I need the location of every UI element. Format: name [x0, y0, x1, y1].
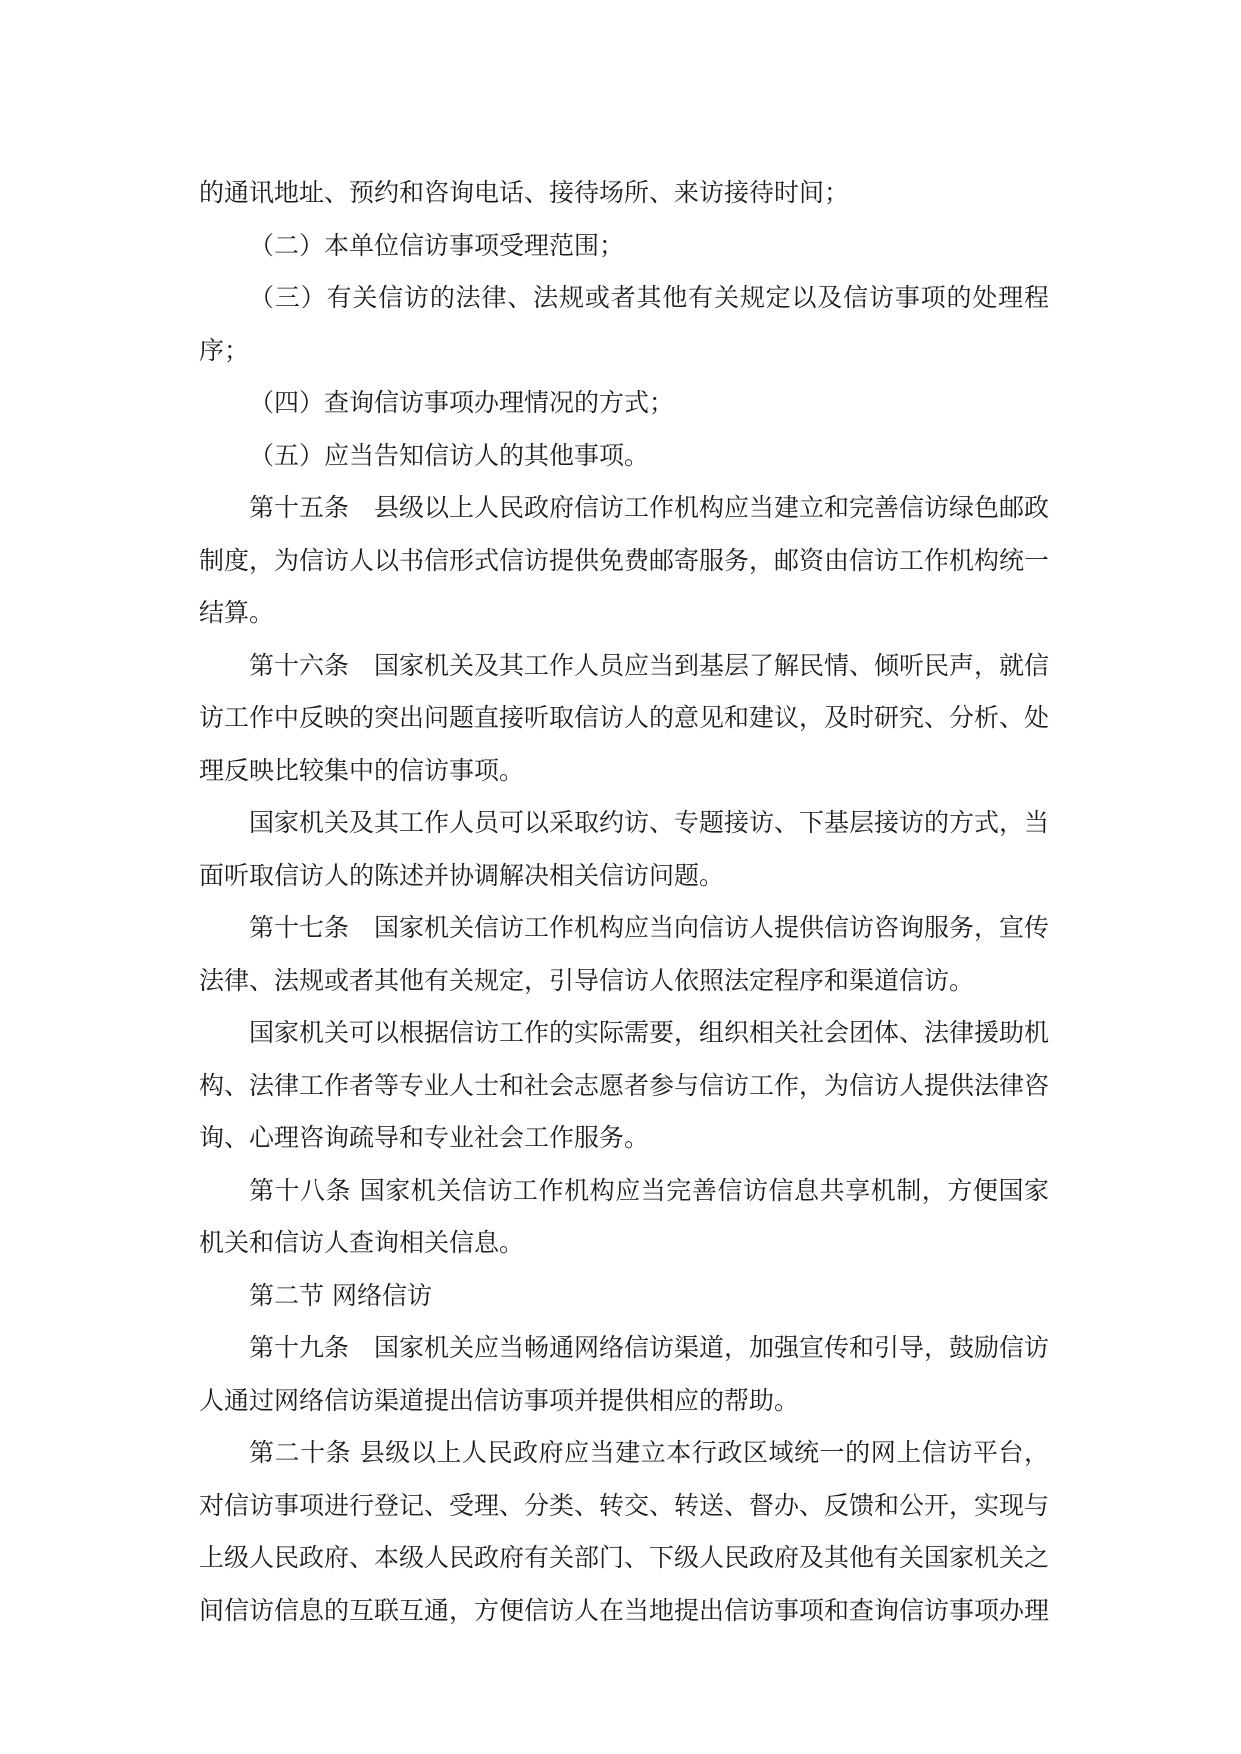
article-16-paragraph-2: 国家机关及其工作人员可以采取约访、专题接访、下基层接访的方式，当面听取信访人的陈述并协调解决相关信访问题。	[199, 808, 1050, 890]
section-heading: 第二节 网络信访	[249, 1280, 432, 1310]
article-18-paragraph: 第十八条 国家机关信访工作机构应当完善信访信息共享机制，方便国家机关和信访人查询相关信息。	[199, 1175, 1049, 1257]
article-20-paragraph: 第二十条 县级以上人民政府应当建立本行政区域统一的网上信访平台，对信访事项进行登记、受理、分类、转交、转送、督办、反馈和公开，实现与上级人民政府、本级人民政府有关部门、下级人民政府及其他有关国家机关之间信访信息的互联互通，方便信访人在当地提出信访事项和查询信访事项办理	[199, 1438, 1050, 1625]
paragraph: （二）本单位信访事项受理范围；	[249, 230, 625, 260]
paragraph: （四）查询信访事项办理情况的方式；	[249, 388, 675, 417]
article-17-paragraph: 第十七条 国家机关信访工作机构应当向信访人提供信访咨询服务，宣传法律、法规或者其他有关规定，引导信访人依照法定程序和渠道信访。	[199, 913, 1050, 995]
paragraph: （五）应当告知信访人的其他事项。	[249, 440, 650, 470]
paragraph: （三）有关信访的法律、法规或者其他有关规定以及信访事项的处理程序；	[199, 283, 1049, 365]
article-19-paragraph: 第十九条 国家机关应当畅通网络信访渠道，加强宣传和引导，鼓励信访人通过网络信访渠道提出信访事项并提供相应的帮助。	[199, 1333, 1050, 1415]
article-16-paragraph: 第十六条 国家机关及其工作人员应当到基层了解民情、倾听民声，就信访工作中反映的突出问题直接听取信访人的意见和建议，及时研究、分析、处理反映比较集中的信访事项。	[199, 650, 1050, 785]
article-15-paragraph: 第十五条 县级以上人民政府信访工作机构应当建立和完善信访绿色邮政制度，为信访人以书信形式信访提供免费邮寄服务，邮资由信访工作机构统一结算。	[199, 493, 1050, 627]
article-17-paragraph-2: 国家机关可以根据信访工作的实际需要，组织相关社会团体、法律援助机构、法律工作者等专业人士和社会志愿者参与信访工作，为信访人提供法律咨询、心理咨询疏导和专业社会工作服务。	[199, 1018, 1050, 1152]
paragraph: 的通讯地址、预约和咨询电话、接待场所、来访接待时间；	[199, 178, 850, 207]
document-body	[199, 167, 1049, 1637]
